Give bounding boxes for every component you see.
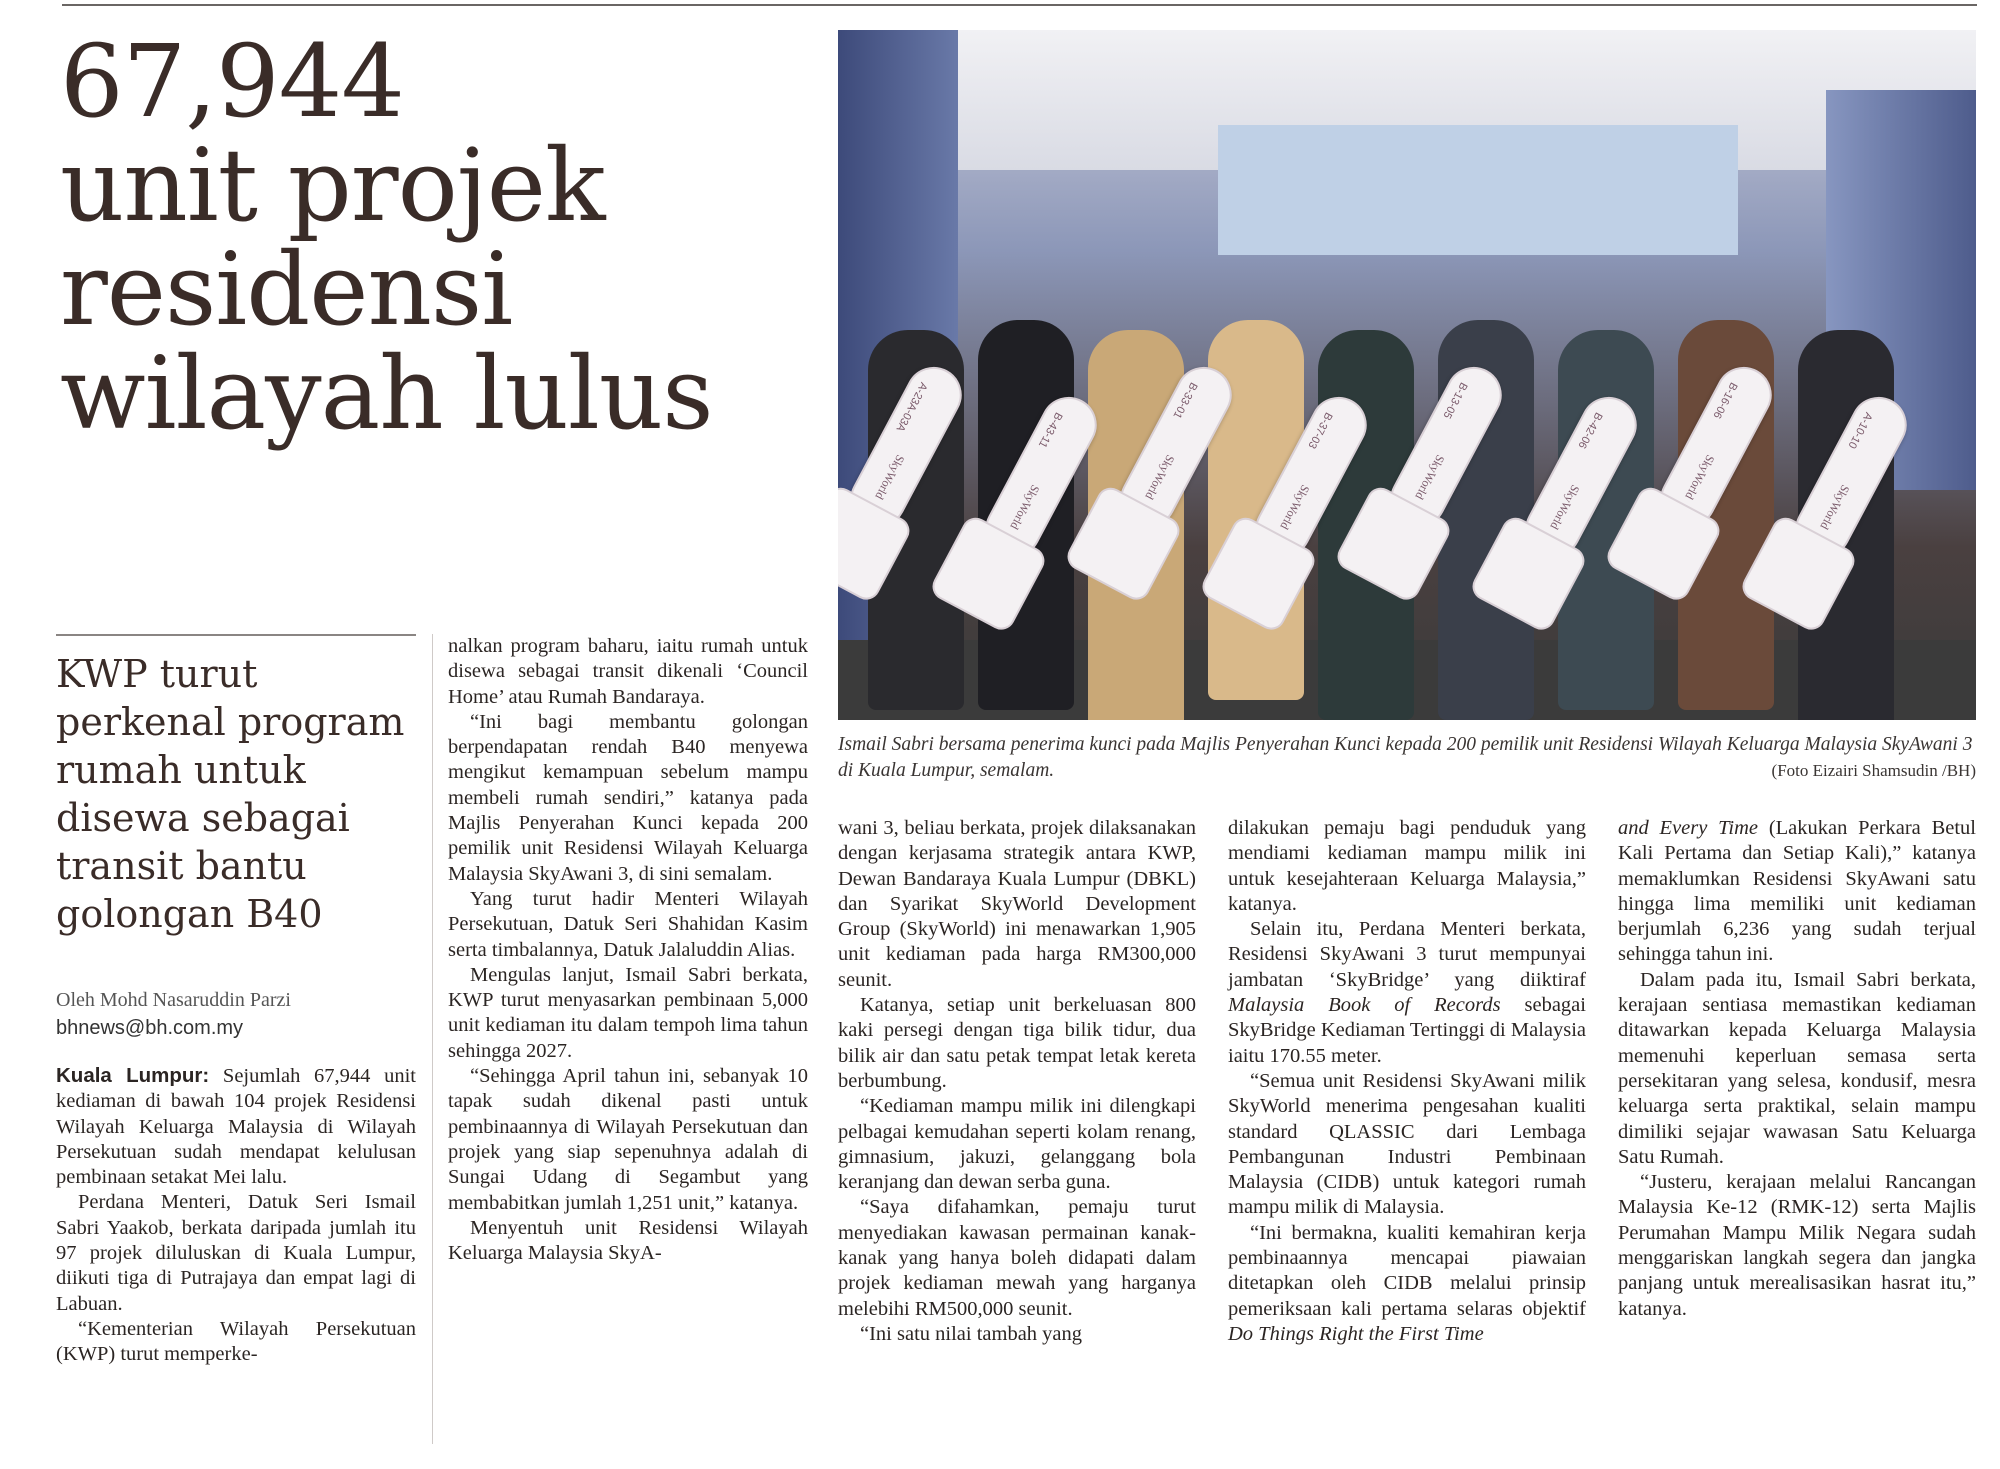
paragraph: Yang turut hadir Menteri Wilayah Persekutuan, Datuk Seri Shahidan Kasim serta timbalannya, Datuk Jalaluddin Alias. bbox=[448, 887, 808, 961]
deck-line: rumah untuk bbox=[56, 748, 306, 792]
article-column-4 bbox=[1228, 816, 1586, 1347]
paragraph-text: Sejumlah 67,944 unit kediaman di bawah 104 projek Residensi Wilayah Keluarga Malaysia di Wilayah Persekutuan sudah mendapat kelulusan pembinaan setakat Mei lalu. bbox=[56, 1065, 417, 1189]
paragraph bbox=[1228, 917, 1586, 1069]
key-unit-label: A-23A-03A bbox=[893, 380, 930, 434]
photo-credit: (Foto Eizairi Shamsudin /BH) bbox=[1771, 761, 1976, 780]
paragraph: nalkan program baharu, iaitu rumah untuk disewa sebagai transit dikenali ‘Council Home’ atau Rumah Bandaraya. bbox=[448, 635, 808, 708]
news-photo bbox=[838, 30, 1976, 720]
caption-text: Ismail Sabri bersama penerima kunci pada Majlis Penyerahan Kunci kepada 200 pemilik unit Residensi Wilayah Keluarga Malaysia SkyAwani 3 di Kuala Lumpur, semalam. bbox=[838, 734, 1973, 781]
deck-line: golongan B40 bbox=[56, 892, 323, 936]
paragraph: Mengulas lanjut, Ismail Sabri berkata, KWP turut menyasarkan pembinaan 5,000 unit kediaman itu dalam tempoh lima tahun sehingga 2027. bbox=[448, 963, 808, 1062]
paragraph: “Justeru, kerajaan melalui Rancangan Malaysia Ke-12 (RMK-12) serta Majlis Perumahan Mampu Milik Negara sudah menggariskan langkah segera dan jangka panjang untuk merealisasikan hasrat itu,” katanya. bbox=[1618, 1171, 1976, 1320]
paragraph: “Semua unit Residensi SkyAwani milik SkyWorld menerima pengesahan kualiti standard QLASSIC dari Lembaga Pembangunan Industri Pembinaan Malaysia (CIDB) untuk kategori rumah mampu milik di Malaysia. bbox=[1228, 1069, 1586, 1219]
deck-rule bbox=[56, 634, 416, 636]
article-column-5 bbox=[1618, 816, 1976, 1322]
paragraph bbox=[1228, 1221, 1586, 1347]
headline-line-4: wilayah lulus bbox=[60, 335, 713, 452]
paragraph: Dalam pada itu, Ismail Sabri berkata, kerajaan sentiasa memastikan kediaman ditawarkan kepada Keluarga Malaysia memenuhi keperluan semasa serta persekitaran yang selesa, kondusif, mesra keluarga serta praktikal, selain mampu dimiliki sejajar wawasan Satu Keluarga Satu Rumah. bbox=[1618, 968, 1976, 1168]
paragraph: “Ini satu nilai tambah yang bbox=[860, 1322, 1083, 1345]
paragraph: Perdana Menteri, Datuk Seri Ismail Sabri Yaakob, berkata daripada jumlah itu 97 projek diluluskan di Kuala Lumpur, diikuti tiga di Putrajaya dan empat lagi di Labuan. bbox=[56, 1191, 416, 1315]
deck-line: perkenal program bbox=[56, 700, 405, 744]
paragraph: Katanya, setiap unit berkeluasan 800 kaki persegi dengan tiga bilik tidur, dua bilik air dan satu petak tempat letak kereta berbumbung. bbox=[838, 994, 1196, 1092]
key-unit-label: B-37-03 bbox=[1305, 410, 1335, 451]
paragraph: “Sehingga April tahun ini, sebanyak 10 tapak sudah dikenal pasti untuk pembinaannya di Wilayah Persekutuan dan projek yang siap sepenuhnya adalah di Sungai Udang di Segambut yang membabitkan jumlah 1,251 unit,” katanya. bbox=[448, 1065, 808, 1214]
key-brand-label: SkyWorld bbox=[1547, 482, 1583, 532]
dateline: Kuala Lumpur: bbox=[56, 1064, 210, 1087]
paragraph: “Kementerian Wilayah Persekutuan (KWP) turut memperke- bbox=[56, 1317, 416, 1366]
paragraph-text: Selain itu, Perdana Menteri berkata, Residensi SkyAwani 3 turut mempunyai jambatan ‘SkyBridge’ yang diiktiraf bbox=[1228, 918, 1586, 991]
deck-line: disewa sebagai bbox=[56, 796, 350, 840]
paragraph: “Saya difahamkan, pemaju turut menyediakan kawasan permainan kanak-kanak yang hanya boleh didapati dalam projek kediaman mewah yang harganya melebihi RM500,000 seunit. bbox=[838, 1196, 1196, 1320]
deck-line: KWP turut bbox=[56, 652, 258, 696]
key-unit-label: B-43-11 bbox=[1035, 410, 1065, 450]
deck-line: transit bantu bbox=[56, 844, 307, 888]
paragraph-text: “Ini bermakna, kualiti kemahiran kerja pembinaannya mencapai piawaian ditetapkan oleh CIDB melalui prinsip pemeriksaan kali pertama selaras objektif bbox=[1228, 1221, 1586, 1320]
key-unit-label: B-13-05 bbox=[1440, 380, 1470, 421]
key-brand-label: SkyWorld bbox=[1817, 482, 1853, 532]
paragraph: Menyentuh unit Residensi Wilayah Keluarga Malaysia SkyA- bbox=[448, 1216, 808, 1265]
article-column-1 bbox=[56, 1063, 416, 1368]
key-brand-label: SkyWorld bbox=[1682, 452, 1718, 502]
paragraph bbox=[1618, 816, 1976, 968]
byline-email[interactable]: bhnews@bh.com.my bbox=[56, 1017, 244, 1039]
key-brand-label: SkyWorld bbox=[1142, 452, 1178, 502]
paragraph-text: sebagai SkyBridge Kediaman Tertinggi di Malaysia iaitu 170.55 meter. bbox=[1228, 994, 1587, 1067]
headline-line-1: 67,944 bbox=[60, 23, 404, 140]
article-column-3 bbox=[838, 816, 1196, 1347]
article-column-2 bbox=[448, 634, 808, 1266]
key-brand-label: SkyWorld bbox=[1277, 482, 1313, 532]
paragraph: wani 3, beliau berkata, projek dilaksanakan dengan kerjasama strategik antara KWP, Dewan Bandaraya Kuala Lumpur (DBKL) dan Syarikat SkyWorld Development Group (SkyWorld) ini menawarkan 1,905 unit kediaman pada harga RM300,000 seunit. bbox=[838, 817, 1196, 991]
subheadline bbox=[56, 650, 416, 938]
key-brand-label: SkyWorld bbox=[1007, 482, 1043, 532]
key-brand-label: SkyWorld bbox=[872, 452, 908, 502]
paragraph: “Kediaman mampu milik ini dilengkapi pelbagai kemudahan seperti kolam renang, gimnasium, jakuzi, gelanggang bola keranjang dan dewan serba guna. bbox=[838, 1095, 1196, 1194]
byline-author: Oleh Mohd Nasaruddin Parzi bbox=[56, 989, 291, 1011]
headline-line-2: unit projek bbox=[60, 127, 605, 244]
headline bbox=[60, 23, 820, 452]
slogan-text: and Every Time bbox=[1618, 817, 1759, 839]
slogan-text: Do Things Right the First Time bbox=[1228, 1322, 1484, 1345]
paragraph: dilakukan pemaju bagi penduduk yang mendiami kediaman mampu milik ini untuk kesejahteraan Keluarga Malaysia,” katanya. bbox=[1228, 817, 1586, 915]
paragraph-text: (Lakukan Perkara Betul Kali Pertama dan Setiap Kali),” katanya memaklumkan Residensi SkyAwani satu hingga lima memiliki unit kediaman berjumlah 6,236 yang sudah terjual sehingga tahun ini. bbox=[1618, 817, 1977, 966]
top-rule bbox=[62, 4, 1977, 6]
key-unit-label: A-10-10 bbox=[1845, 410, 1875, 451]
photo-caption bbox=[838, 732, 1976, 784]
byline bbox=[56, 986, 416, 1042]
column-rule bbox=[432, 634, 433, 1444]
key-unit-label: B-33-01 bbox=[1170, 380, 1200, 421]
paragraph bbox=[56, 1063, 416, 1190]
key-unit-label: B-16-06 bbox=[1710, 380, 1740, 421]
headline-line-3: residensi bbox=[60, 231, 513, 348]
key-unit-label: B-42-06 bbox=[1575, 410, 1605, 451]
stage-banner bbox=[1218, 125, 1738, 255]
paragraph: “Ini bagi membantu golongan berpendapatan rendah B40 menyewa mengikut kemampuan sebelum mampu membeli rumah sendiri,” katanya pada Majlis Penyerahan Kunci kepada 200 pemilik unit Residensi Wilayah Keluarga Malaysia SkyAwani 3, di sini semalam. bbox=[448, 710, 808, 885]
publication-title: Malaysia Book of Records bbox=[1228, 994, 1501, 1017]
key-brand-label: SkyWorld bbox=[1412, 452, 1448, 502]
